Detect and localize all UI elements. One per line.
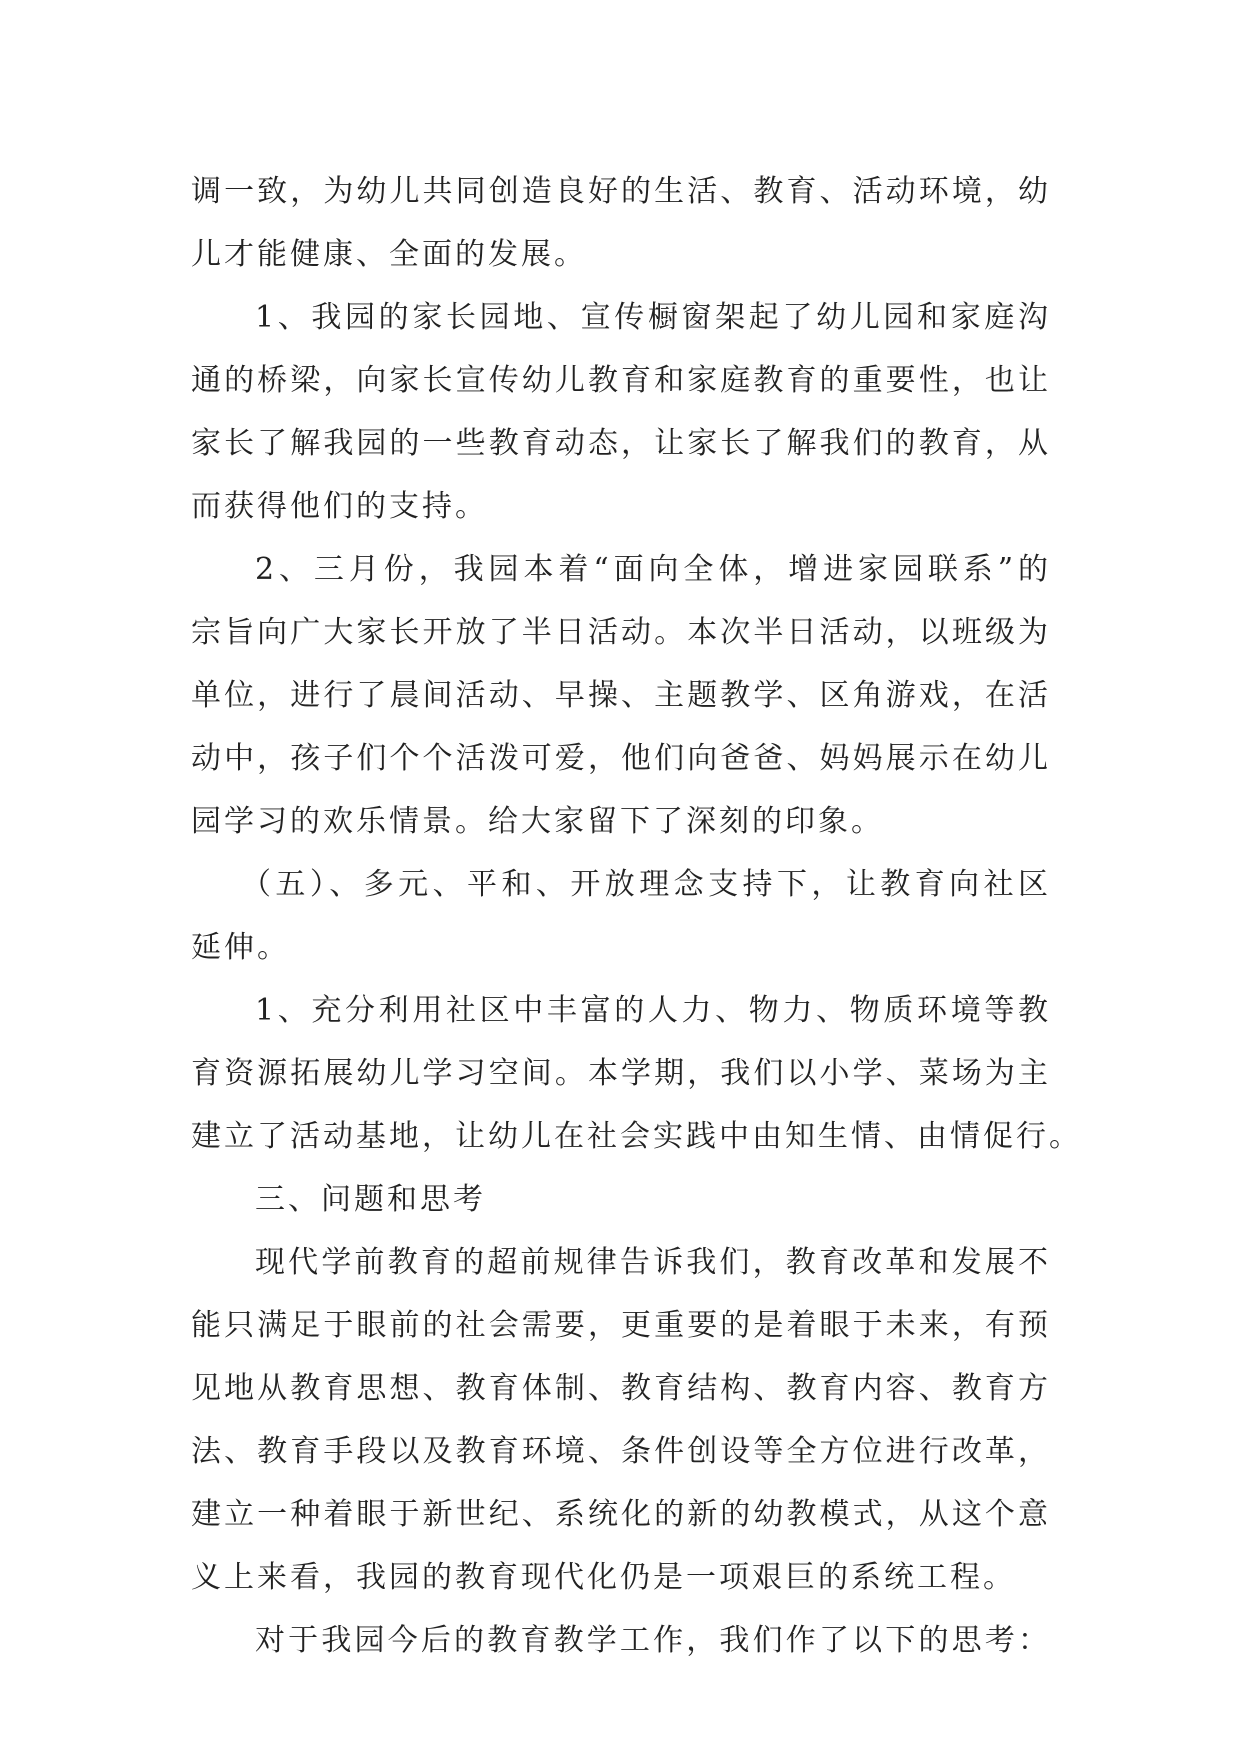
section-heading: 三、问题和思考 [255, 1182, 486, 1217]
text-line-14: 1、充分利用社区中丰富的人力、物力、物质环境等教 [255, 993, 1051, 1028]
text-line-24: 对于我园今后的教育教学工作，我们作了以下的思考： [255, 1623, 1051, 1658]
text-line-19: 能只满足于眼前的社会需要，更重要的是着眼于未来，有预 [191, 1308, 1051, 1343]
text-line-23: 义上来看，我园的教育现代化仍是一项艰巨的系统工程。 [191, 1560, 1016, 1595]
text-line-1: 调一致，为幼儿共同创造良好的生活、教育、活动环境，幼 [191, 174, 1051, 209]
text-line-7: 2、三月份，我园本着“面向全体，增进家园联系”的 [255, 552, 1051, 587]
text-line-9: 单位，进行了晨间活动、早操、主题教学、区角游戏，在活 [191, 678, 1051, 713]
text-line-21: 法、教育手段以及教育环境、条件创设等全方位进行改革， [191, 1434, 1051, 1469]
text-line-11: 园学习的欢乐情景。给大家留下了深刻的印象。 [191, 804, 884, 839]
text-line-22: 建立一种着眼于新世纪、系统化的新的幼教模式，从这个意 [191, 1497, 1051, 1532]
text-line-20: 见地从教育思想、教育体制、教育结构、教育内容、教育方 [191, 1371, 1051, 1406]
text-line-4: 通的桥梁，向家长宣传幼儿教育和家庭教育的重要性，也让 [191, 363, 1051, 398]
text-line-8: 宗旨向广大家长开放了半日活动。本次半日活动，以班级为 [191, 615, 1051, 650]
text-line-2: 儿才能健康、全面的发展。 [191, 237, 587, 272]
text-line-12: （五）、多元、平和、开放理念支持下，让教育向社区 [241, 867, 1051, 902]
body-text [191, 160, 1082, 1672]
text-line-6: 而获得他们的支持。 [191, 489, 488, 524]
text-line-15: 育资源拓展幼儿学习空间。本学期，我们以小学、菜场为主 [191, 1056, 1051, 1091]
text-line-18: 现代学前教育的超前规律告诉我们，教育改革和发展不 [255, 1245, 1051, 1280]
text-line-3: 1、我园的家长园地、宣传橱窗架起了幼儿园和家庭沟 [255, 300, 1051, 335]
text-line-5: 家长了解我园的一些教育动态，让家长了解我们的教育，从 [191, 426, 1051, 461]
text-line-16: 建立了活动基地，让幼儿在社会实践中由知生情、由情促行。 [191, 1119, 1082, 1154]
text-line-13: 延伸。 [191, 930, 290, 965]
text-line-10: 动中，孩子们个个活泼可爱，他们向爸爸、妈妈展示在幼儿 [191, 741, 1051, 776]
